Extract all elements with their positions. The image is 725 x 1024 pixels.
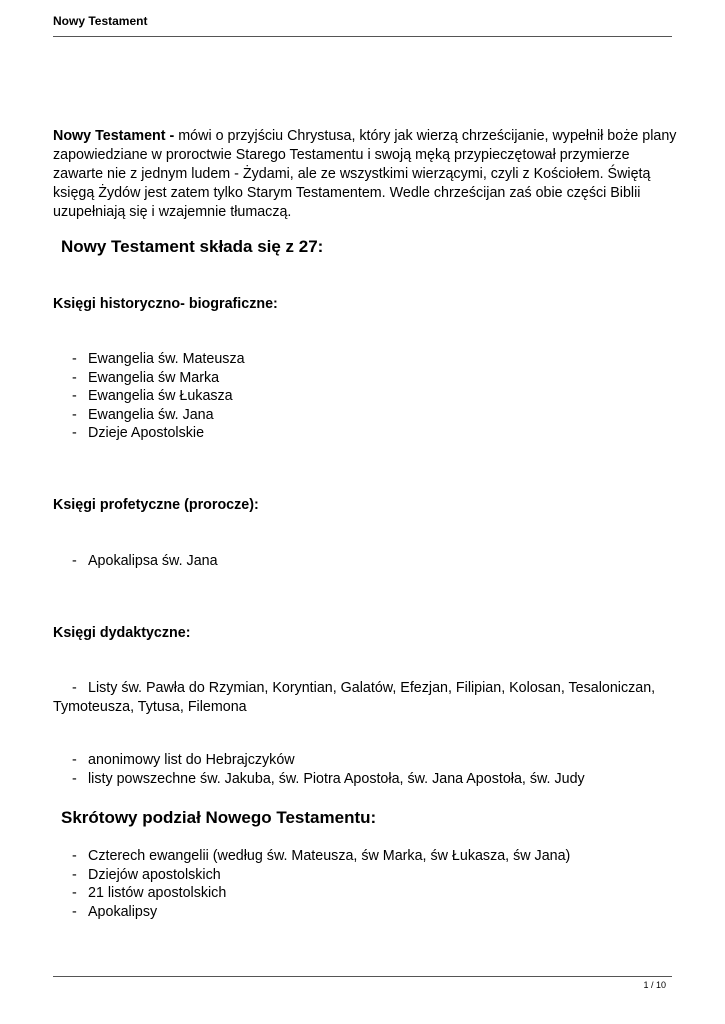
didactic-books-list bbox=[53, 751, 585, 788]
list-item: - Ewangelia św. Jana bbox=[72, 406, 214, 423]
historical-books-list bbox=[53, 350, 245, 443]
list-item: - Ewangelia św Łukasza bbox=[72, 388, 233, 404]
intro-lead: Nowy Testament - bbox=[53, 128, 175, 144]
bullet-dash: - bbox=[72, 425, 77, 441]
bullet-dash: - bbox=[72, 885, 77, 901]
prophetic-books-heading: Księgi profetyczne (prorocze): bbox=[53, 497, 259, 513]
historical-books-heading: Księgi historyczno- biograficzne: bbox=[53, 296, 278, 312]
section-heading-composition: Nowy Testament składa się z 27: bbox=[61, 237, 324, 256]
list-item: - Czterech ewangelii (według św. Mateusza, św Marka, św Łukasza, św Jana) bbox=[72, 848, 571, 864]
list-item: - Apokalipsy bbox=[72, 903, 158, 920]
intro-text: mówi o przyjściu Chrystusa, który jak wierzą chrześcijanie, wypełnił boże plany zapowiedziane w proroctwie Starego Testamentu i swoją męką przypieczętował przymierze zawarte nie z jednym ludem - Żydami, ale ze wszystkimi wierzącymi, czyli z Kościołem. Świętą księgą Żydów jest zatem tylko Starym Testamentem. Wedle chrześcijan zaś obie części Biblii uzupełniają się i wzajemnie tłumaczą. bbox=[53, 128, 677, 220]
didactic-books-heading: Księgi dydaktyczne: bbox=[53, 625, 191, 641]
list-item: - 21 listów apostolskich bbox=[72, 885, 227, 901]
pauline-letters-item: - Listy św. Pawła do Rzymian, Koryntian, Galatów, Efezjan, Filipian, Kolosan, Tesaloniczan, Tymoteusza, Tytusa, Filemona bbox=[53, 680, 656, 715]
bullet-dash: - bbox=[72, 866, 77, 883]
page-number: 1 / 10 bbox=[643, 980, 666, 990]
list-item: - Ewangelia św. Mateusza bbox=[72, 351, 245, 367]
section-heading-summary: Skrótowy podział Nowego Testamentu: bbox=[61, 808, 377, 827]
list-item: - Dziejów apostolskich bbox=[72, 866, 221, 883]
bullet-dash: - bbox=[72, 351, 77, 367]
list-item: - listy powszechne św. Jakuba, św. Piotra Apostoła, św. Jana Apostoła, św. Judy bbox=[72, 770, 585, 787]
bullet-dash: - bbox=[72, 903, 77, 920]
bullet-dash: - bbox=[72, 553, 77, 569]
list-item: - anonimowy list do Hebrajczyków bbox=[72, 752, 295, 768]
list-item: - Apokalipsa św. Jana bbox=[72, 553, 218, 569]
footer-divider bbox=[53, 976, 672, 977]
intro-paragraph bbox=[53, 127, 678, 222]
list-item: - Ewangelia św Marka bbox=[72, 369, 220, 386]
bullet-dash: - bbox=[72, 848, 77, 864]
header-divider bbox=[53, 36, 672, 37]
prophetic-books-list bbox=[53, 552, 218, 571]
running-header: Nowy Testament bbox=[53, 14, 148, 28]
list-item: - Dzieje Apostolskie bbox=[72, 425, 205, 441]
bullet-dash: - bbox=[72, 680, 77, 696]
bullet-dash: - bbox=[72, 369, 77, 386]
bullet-dash: - bbox=[72, 388, 77, 404]
bullet-dash: - bbox=[72, 406, 77, 423]
bullet-dash: - bbox=[72, 752, 77, 768]
summary-list bbox=[53, 847, 570, 921]
bullet-dash: - bbox=[72, 770, 77, 787]
